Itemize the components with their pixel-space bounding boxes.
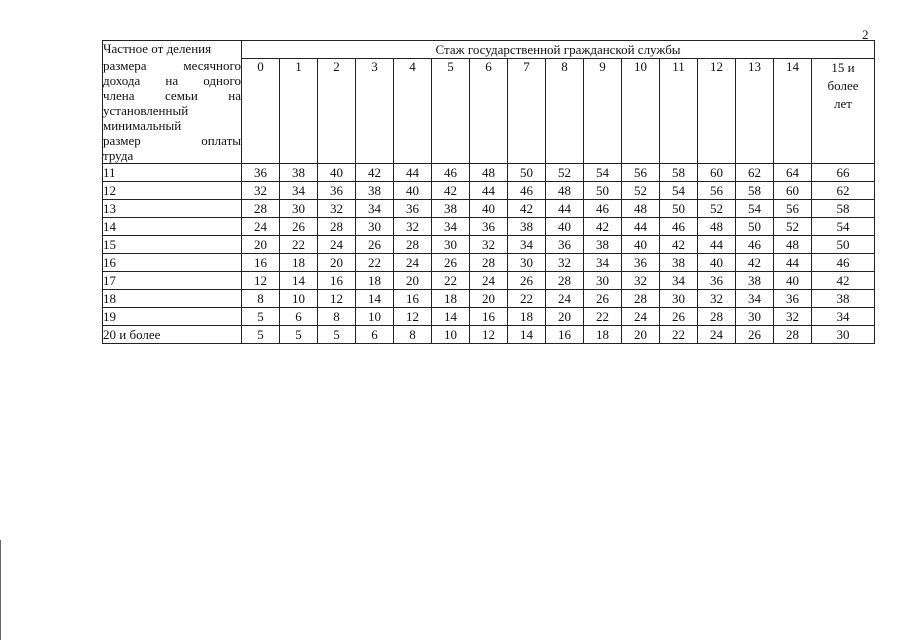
table-cell: 52 [546,164,584,182]
header-income-ratio-line: Частное от деления [103,41,212,56]
row-label: 17 [103,272,242,290]
table-cell: 26 [508,272,546,290]
table-cell: 8 [242,290,280,308]
table-cell: 28 [394,236,432,254]
table-cell: 36 [470,218,508,236]
table-cell: 54 [584,164,622,182]
table-cell: 48 [698,218,736,236]
table-cell: 56 [774,200,812,218]
table-cell: 30 [280,200,318,218]
table-cell: 38 [736,272,774,290]
table-cell: 6 [356,326,394,344]
table-cell: 62 [736,164,774,182]
year-header: 14 [774,59,812,164]
table-cell: 46 [508,182,546,200]
year-header-line: более [827,78,859,93]
table-cell: 60 [774,182,812,200]
table-cell: 30 [812,326,875,344]
scan-edge-mark [0,540,1,640]
table-cell: 10 [280,290,318,308]
year-header: 4 [394,59,432,164]
table-cell: 30 [508,254,546,272]
table-row [103,218,875,236]
table-cell: 28 [318,218,356,236]
table-cell: 38 [280,164,318,182]
header-income-ratio-line: труда [103,148,134,163]
year-header: 9 [584,59,622,164]
table-cell: 54 [736,200,774,218]
header-income-ratio-line: члена семьи на [103,88,241,103]
table-cell: 36 [698,272,736,290]
table-cell: 8 [318,308,356,326]
table-cell: 32 [394,218,432,236]
table-cell: 12 [470,326,508,344]
table-cell: 12 [318,290,356,308]
table-cell: 44 [470,182,508,200]
table-cell: 30 [356,218,394,236]
table-cell: 44 [698,236,736,254]
table-cell: 44 [774,254,812,272]
row-label: 13 [103,200,242,218]
table-cell: 14 [280,272,318,290]
row-label: 19 [103,308,242,326]
table-cell: 26 [356,236,394,254]
table-cell: 20 [242,236,280,254]
table-cell: 38 [812,290,875,308]
table-cell: 20 [470,290,508,308]
table-cell: 32 [546,254,584,272]
year-header: 12 [698,59,736,164]
table-cell: 36 [622,254,660,272]
table-cell: 42 [812,272,875,290]
table-cell: 5 [280,326,318,344]
table-cell: 38 [660,254,698,272]
table-cell: 26 [432,254,470,272]
table-row [103,236,875,254]
table-row [103,272,875,290]
table-cell: 16 [546,326,584,344]
table-cell: 36 [546,236,584,254]
table-cell: 36 [394,200,432,218]
table-cell: 24 [242,218,280,236]
table-cell: 24 [546,290,584,308]
table-cell: 52 [774,218,812,236]
table-cell: 50 [508,164,546,182]
table-cell: 50 [736,218,774,236]
table-cell: 24 [698,326,736,344]
table-cell: 46 [736,236,774,254]
table-cell: 40 [774,272,812,290]
year-header-line: лет [834,96,852,111]
table-cell: 56 [698,182,736,200]
year-header: 0 [242,59,280,164]
table-cell: 16 [242,254,280,272]
table-cell: 34 [508,236,546,254]
header-income-ratio-line: размера месячного [103,58,241,73]
table-cell: 12 [242,272,280,290]
table-cell: 14 [356,290,394,308]
year-header-15-plus [812,59,875,164]
table-cell: 28 [622,290,660,308]
table-cell: 38 [584,236,622,254]
table-cell: 44 [622,218,660,236]
table-cell: 22 [584,308,622,326]
table-cell: 6 [280,308,318,326]
row-label: 12 [103,182,242,200]
table-cell: 64 [774,164,812,182]
year-header: 6 [470,59,508,164]
table-cell: 42 [432,182,470,200]
table-cell: 30 [432,236,470,254]
table-cell: 40 [470,200,508,218]
table-cell: 16 [394,290,432,308]
table-cell: 58 [812,200,875,218]
year-header: 5 [432,59,470,164]
table-cell: 22 [356,254,394,272]
table-cell: 52 [698,200,736,218]
seniority-table [102,40,875,344]
table-cell: 38 [432,200,470,218]
table-cell: 14 [432,308,470,326]
header-income-ratio-line: минимальный [103,118,182,133]
table-cell: 42 [736,254,774,272]
table-row [103,200,875,218]
table-cell: 22 [432,272,470,290]
table-cell: 16 [318,272,356,290]
table-cell: 28 [546,272,584,290]
table-body [103,164,875,344]
row-label: 14 [103,218,242,236]
table-cell: 14 [508,326,546,344]
year-header: 11 [660,59,698,164]
table-cell: 50 [584,182,622,200]
table-cell: 24 [318,236,356,254]
table-row [103,164,875,182]
table-cell: 5 [242,326,280,344]
table-cell: 32 [318,200,356,218]
year-header: 7 [508,59,546,164]
table-cell: 48 [546,182,584,200]
table-cell: 5 [318,326,356,344]
table-cell: 32 [774,308,812,326]
table-cell: 42 [584,218,622,236]
table-row [103,290,875,308]
table-cell: 28 [242,200,280,218]
table-cell: 16 [470,308,508,326]
year-header: 10 [622,59,660,164]
table-cell: 20 [318,254,356,272]
table-cell: 62 [812,182,875,200]
table-cell: 48 [774,236,812,254]
table-cell: 40 [318,164,356,182]
table-cell: 32 [242,182,280,200]
table-cell: 44 [546,200,584,218]
table-cell: 8 [394,326,432,344]
table-cell: 32 [470,236,508,254]
table-cell: 32 [622,272,660,290]
row-label: 15 [103,236,242,254]
table-cell: 46 [660,218,698,236]
table-cell: 34 [812,308,875,326]
table-cell: 46 [812,254,875,272]
table-cell: 20 [622,326,660,344]
row-label: 11 [103,164,242,182]
table-cell: 34 [356,200,394,218]
table-cell: 26 [660,308,698,326]
table-cell: 30 [584,272,622,290]
table-cell: 34 [660,272,698,290]
table-cell: 54 [660,182,698,200]
page-number: 2 [862,27,869,42]
table-cell: 50 [812,236,875,254]
table-cell: 36 [774,290,812,308]
table-cell: 38 [508,218,546,236]
table-cell: 26 [736,326,774,344]
table-cell: 20 [546,308,584,326]
header-income-ratio [103,41,242,164]
row-label: 18 [103,290,242,308]
table-cell: 66 [812,164,875,182]
table-cell: 22 [508,290,546,308]
table-cell: 40 [394,182,432,200]
year-header: 13 [736,59,774,164]
row-label: 16 [103,254,242,272]
table-cell: 20 [394,272,432,290]
table-cell: 30 [660,290,698,308]
table-cell: 48 [622,200,660,218]
table-cell: 40 [546,218,584,236]
table-cell: 60 [698,164,736,182]
table-cell: 34 [432,218,470,236]
table-cell: 42 [660,236,698,254]
table-cell: 50 [660,200,698,218]
table-cell: 38 [356,182,394,200]
table-cell: 56 [622,164,660,182]
table-cell: 48 [470,164,508,182]
table-cell: 24 [394,254,432,272]
header-income-ratio-line: дохода на одного [103,73,241,88]
year-header: 8 [546,59,584,164]
table-cell: 28 [698,308,736,326]
table-row [103,254,875,272]
table-cell: 18 [280,254,318,272]
table-cell: 58 [736,182,774,200]
table-cell: 10 [432,326,470,344]
year-header-line: 15 и [831,60,855,75]
table-cell: 28 [470,254,508,272]
table-cell: 40 [698,254,736,272]
header-income-ratio-line: установленный [103,103,189,118]
year-header: 2 [318,59,356,164]
row-label: 20 и более [103,326,242,344]
table-cell: 10 [356,308,394,326]
table-cell: 58 [660,164,698,182]
table-cell: 36 [242,164,280,182]
year-header: 1 [280,59,318,164]
table-cell: 42 [356,164,394,182]
table-cell: 46 [432,164,470,182]
table-cell: 44 [394,164,432,182]
table-cell: 18 [356,272,394,290]
table-cell: 18 [432,290,470,308]
table-cell: 22 [660,326,698,344]
table-cell: 22 [280,236,318,254]
header-service-length: Стаж государственной гражданской службы [242,41,875,59]
table-cell: 18 [508,308,546,326]
table-cell: 5 [242,308,280,326]
table-cell: 12 [394,308,432,326]
table-cell: 34 [736,290,774,308]
table-row [103,326,875,344]
table-row [103,182,875,200]
table-row [103,308,875,326]
table-cell: 26 [584,290,622,308]
table-cell: 42 [508,200,546,218]
table-cell: 34 [280,182,318,200]
header-income-ratio-line: размер оплаты [103,133,241,148]
table-cell: 54 [812,218,875,236]
year-header: 3 [356,59,394,164]
table-cell: 24 [622,308,660,326]
table-cell: 30 [736,308,774,326]
table-cell: 24 [470,272,508,290]
table-cell: 46 [584,200,622,218]
table-cell: 26 [280,218,318,236]
table-cell: 28 [774,326,812,344]
table-cell: 36 [318,182,356,200]
table-cell: 32 [698,290,736,308]
table-cell: 52 [622,182,660,200]
table-cell: 40 [622,236,660,254]
table-cell: 18 [584,326,622,344]
table-cell: 34 [584,254,622,272]
